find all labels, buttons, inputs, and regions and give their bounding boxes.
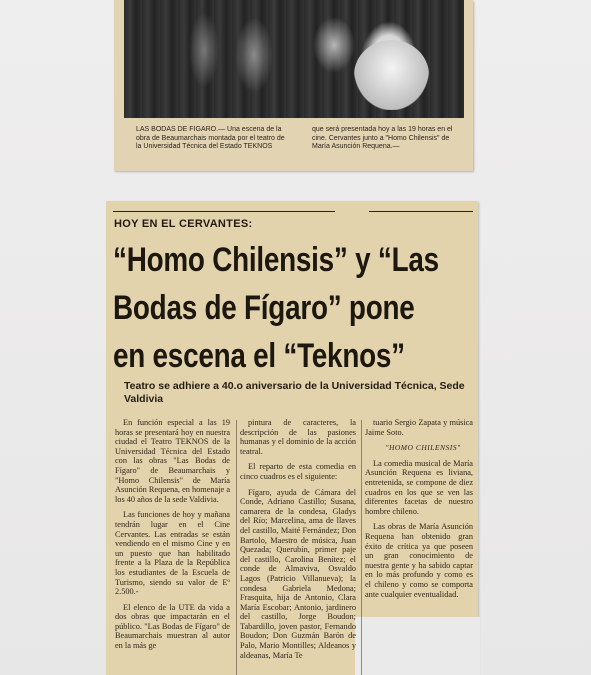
headline-line-2: Bodas de Fígaro” pone <box>113 289 415 327</box>
col1-paragraph: El elenco de la UTE da vida a dos obras que impactarán en el público. "Las Bodas de Fígaro" de Beaumarchais muestran al autor en la más ge <box>115 602 230 651</box>
article-column-3 <box>365 418 473 605</box>
col3-paragraph: Las obras de María Asunción Requena han obtenido gran éxito de crítica ya que poseen un gran conocimiento de nuestra gente y ha sabido captar en lo más profundo y como es el chileno y como se comporta ante cualquier eventualidad. <box>365 522 473 599</box>
col1-paragraph: En función especial a las 19 horas se presentará hoy en nuestra ciudad el Teatro TEKNOS de la Universidad Técnica del Estado con las obras "Las Bodas de Fígaro" de Beaumarchais y "Homo Chilensis" de María Asunción Requena, en homenaje a los 40 años de la sede Valdivia. <box>115 418 230 504</box>
col3-paragraph: La comedia musical de María Asunción Requena es liviana, entretenida, se compone de diez cuadros en los que se ven las diferentes facetas de nuestro hombre chileno. <box>365 458 473 516</box>
top-clipping <box>114 0 473 171</box>
top-rule-left <box>113 211 335 212</box>
stage-photo <box>124 0 464 118</box>
caption-left: LAS BODAS DE FIGARO.— Una escena de la obra de Beaumarchais montada por el teatro de la Universidad Técnica del Estado TEKNOS <box>136 126 285 150</box>
col2-paragraph: Fígaro, ayuda de Cámara del Conde, Adriano Castillo; Susana, camarera de la condesa, Gladys del Río; Marcelina, ama de llaves del castillo, Maité Fernández; Don Bartolo, Maestro de música, Juan Quezada; Querubín, primer paje del castillo, Carolina Benítez; el conde de Almaviva, Osvaldo Lagos (Patricio Villanueva); la condesa Gabriela Medona; Frasquita, hija de Antonio, Clara María Escobar; Antonio, jardinero del castillo, Jorge Boudon; Tabardillo, joven pastor, Fernando Boudon; Don Guzmán Barón de Palo, Mario Montilles; Aldeanos y aldeanas, María Te <box>240 487 356 660</box>
col2-paragraph: El reparto de esta comedia en cinco cuadros es el siguiente: <box>240 462 356 481</box>
column-divider-2 <box>361 420 362 675</box>
article-column-1 <box>115 418 230 657</box>
article-kicker: HOY EN EL CERVANTES: <box>114 218 253 230</box>
article-column-2 <box>240 418 356 666</box>
article-headline <box>113 236 477 380</box>
top-rule-right <box>369 211 473 212</box>
col2-paragraph: pintura de caracteres, la descripción de las pasiones humanas y el dominio de la acción teatral. <box>240 418 356 456</box>
col1-paragraph: Las funciones de hoy y mañana tendrán lugar en el Cine Cervantes. Las entradas se están vendiendo en el mismo Cine y en un puesto que han habilitado frente a la Plaza de la República los estudiantes de la Escuela de Turismo, siendo su valor de Eº 2.500.- <box>115 510 230 597</box>
col3-paragraph: tuario Sergio Zapata y música Jaime Soto. <box>365 418 473 437</box>
headline-line-1: “Homo Chilensis” y “Las <box>113 241 439 279</box>
column-divider-1 <box>236 420 237 675</box>
missing-corner <box>355 617 480 675</box>
caption-right: que será presentada hoy a las 19 horas en el cine. Cervantes junto a "Homo Chilensis" de María Asunción Requena.— <box>312 126 453 150</box>
headline-line-3: en escena el “Teknos” <box>113 337 405 375</box>
photo-dress-highlight <box>354 40 429 110</box>
col3-subhead: "HOMO CHILENSIS" <box>385 443 461 453</box>
article-deck: Teatro se adhiere a 40.o aniversario de la Universidad Técnica, Sede Valdivia <box>124 380 465 405</box>
